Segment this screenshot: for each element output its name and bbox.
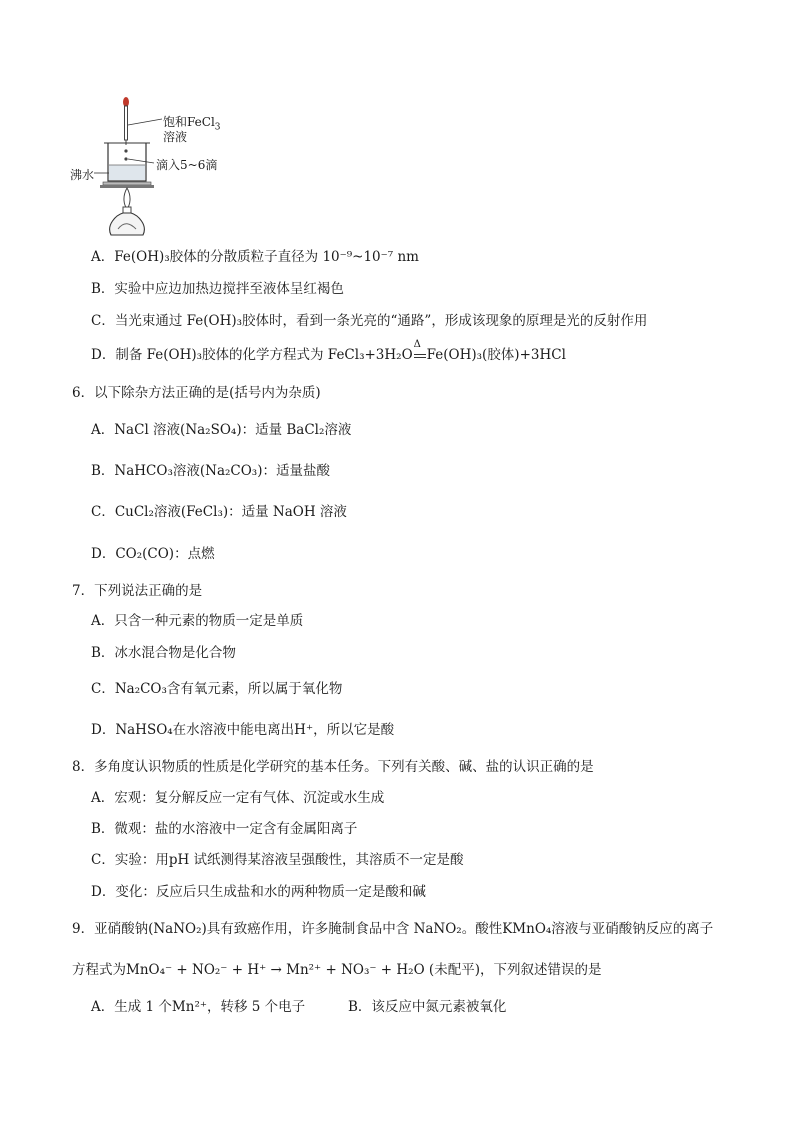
q7-stem: 7．下列说法正确的是 xyxy=(72,583,203,599)
q7-option-a: A．只含一种元素的物质一定是单质 xyxy=(91,613,304,629)
q6-option-b: B．NaHCO₃溶液(Na₂CO₃)：适量盐酸 xyxy=(91,463,330,479)
q5-option-c: C．当光束通过 Fe(OH)₃胶体时，看到一条光亮的“通路”，形成该现象的原理是光的反射作用 xyxy=(91,313,648,329)
q9-option-b: B．该反应中氮元素被氧化 xyxy=(348,999,507,1015)
label-fecl3: 饱和FeCl$_3$ xyxy=(163,115,221,133)
q5-option-a: A．Fe(OH)₃胶体的分散质粒子直径为 10⁻⁹~10⁻⁷ nm xyxy=(91,249,419,265)
q8-stem: 8．多角度认识物质的性质是化学研究的基本任务。下列有关酸、碱、盐的认识正确的是 xyxy=(72,759,594,775)
q5-option-b: B．实验中应边加热边搅拌至液体呈红褐色 xyxy=(91,281,344,297)
label-solution: 溶液 xyxy=(163,130,188,144)
q9-stem-line2: 方程式为MnO₄⁻ + NO₂⁻ + H⁺ → Mn²⁺ + NO₃⁻ + H₂O (未配平)，下列叙述错误的是 xyxy=(72,962,602,978)
q9-stem-line1: 9．亚硝酸钠(NaNO₂)具有致癌作用，许多腌制食品中含 NaNO₂。酸性KMnO₄溶液与亚硝酸钠反应的离子 xyxy=(72,921,714,937)
q6-option-c: C．CuCl₂溶液(FeCl₃)：适量 NaOH 溶液 xyxy=(91,504,347,520)
q7-option-c: C．Na₂CO₃含有氧元素，所以属于氧化物 xyxy=(91,681,343,697)
q7-option-b: B．冰水混合物是化合物 xyxy=(91,645,236,661)
apparatus-figure xyxy=(70,95,230,245)
label-drops: 滴入5~6滴 xyxy=(156,158,218,172)
q8-option-b: B．微观：盐的水溶液中一定含有金属阳离子 xyxy=(91,821,358,837)
q8-option-c: C．实验：用pH 试纸测得某溶液呈强酸性，其溶质不一定是酸 xyxy=(91,852,464,868)
q6-stem: 6．以下除杂方法正确的是(括号内为杂质) xyxy=(72,385,321,401)
q9-option-a: A．生成 1 个Mn²⁺，转移 5 个电子 xyxy=(91,999,306,1015)
label-boiling-water: 沸水 xyxy=(70,168,95,182)
delta-symbol: Δ xyxy=(413,339,421,350)
q8-option-a: A．宏观：复分解反应一定有气体、沉淀或水生成 xyxy=(91,790,385,806)
q6-option-a: A．NaCl 溶液(Na₂SO₄)：适量 BaCl₂溶液 xyxy=(91,422,352,438)
q6-option-d: D．CO₂(CO)：点燃 xyxy=(91,546,215,562)
q5-option-d: D．制备 Fe(OH)₃胶体的化学方程式为 FeCl₃+3H₂O Δ Fe(OH)₃(胶体)+3HCl xyxy=(91,346,566,364)
q7-option-d: D．NaHSO₄在水溶液中能电离出H⁺，所以它是酸 xyxy=(91,722,395,738)
q8-option-d: D．变化：反应后只生成盐和水的两种物质一定是酸和碱 xyxy=(91,884,426,900)
